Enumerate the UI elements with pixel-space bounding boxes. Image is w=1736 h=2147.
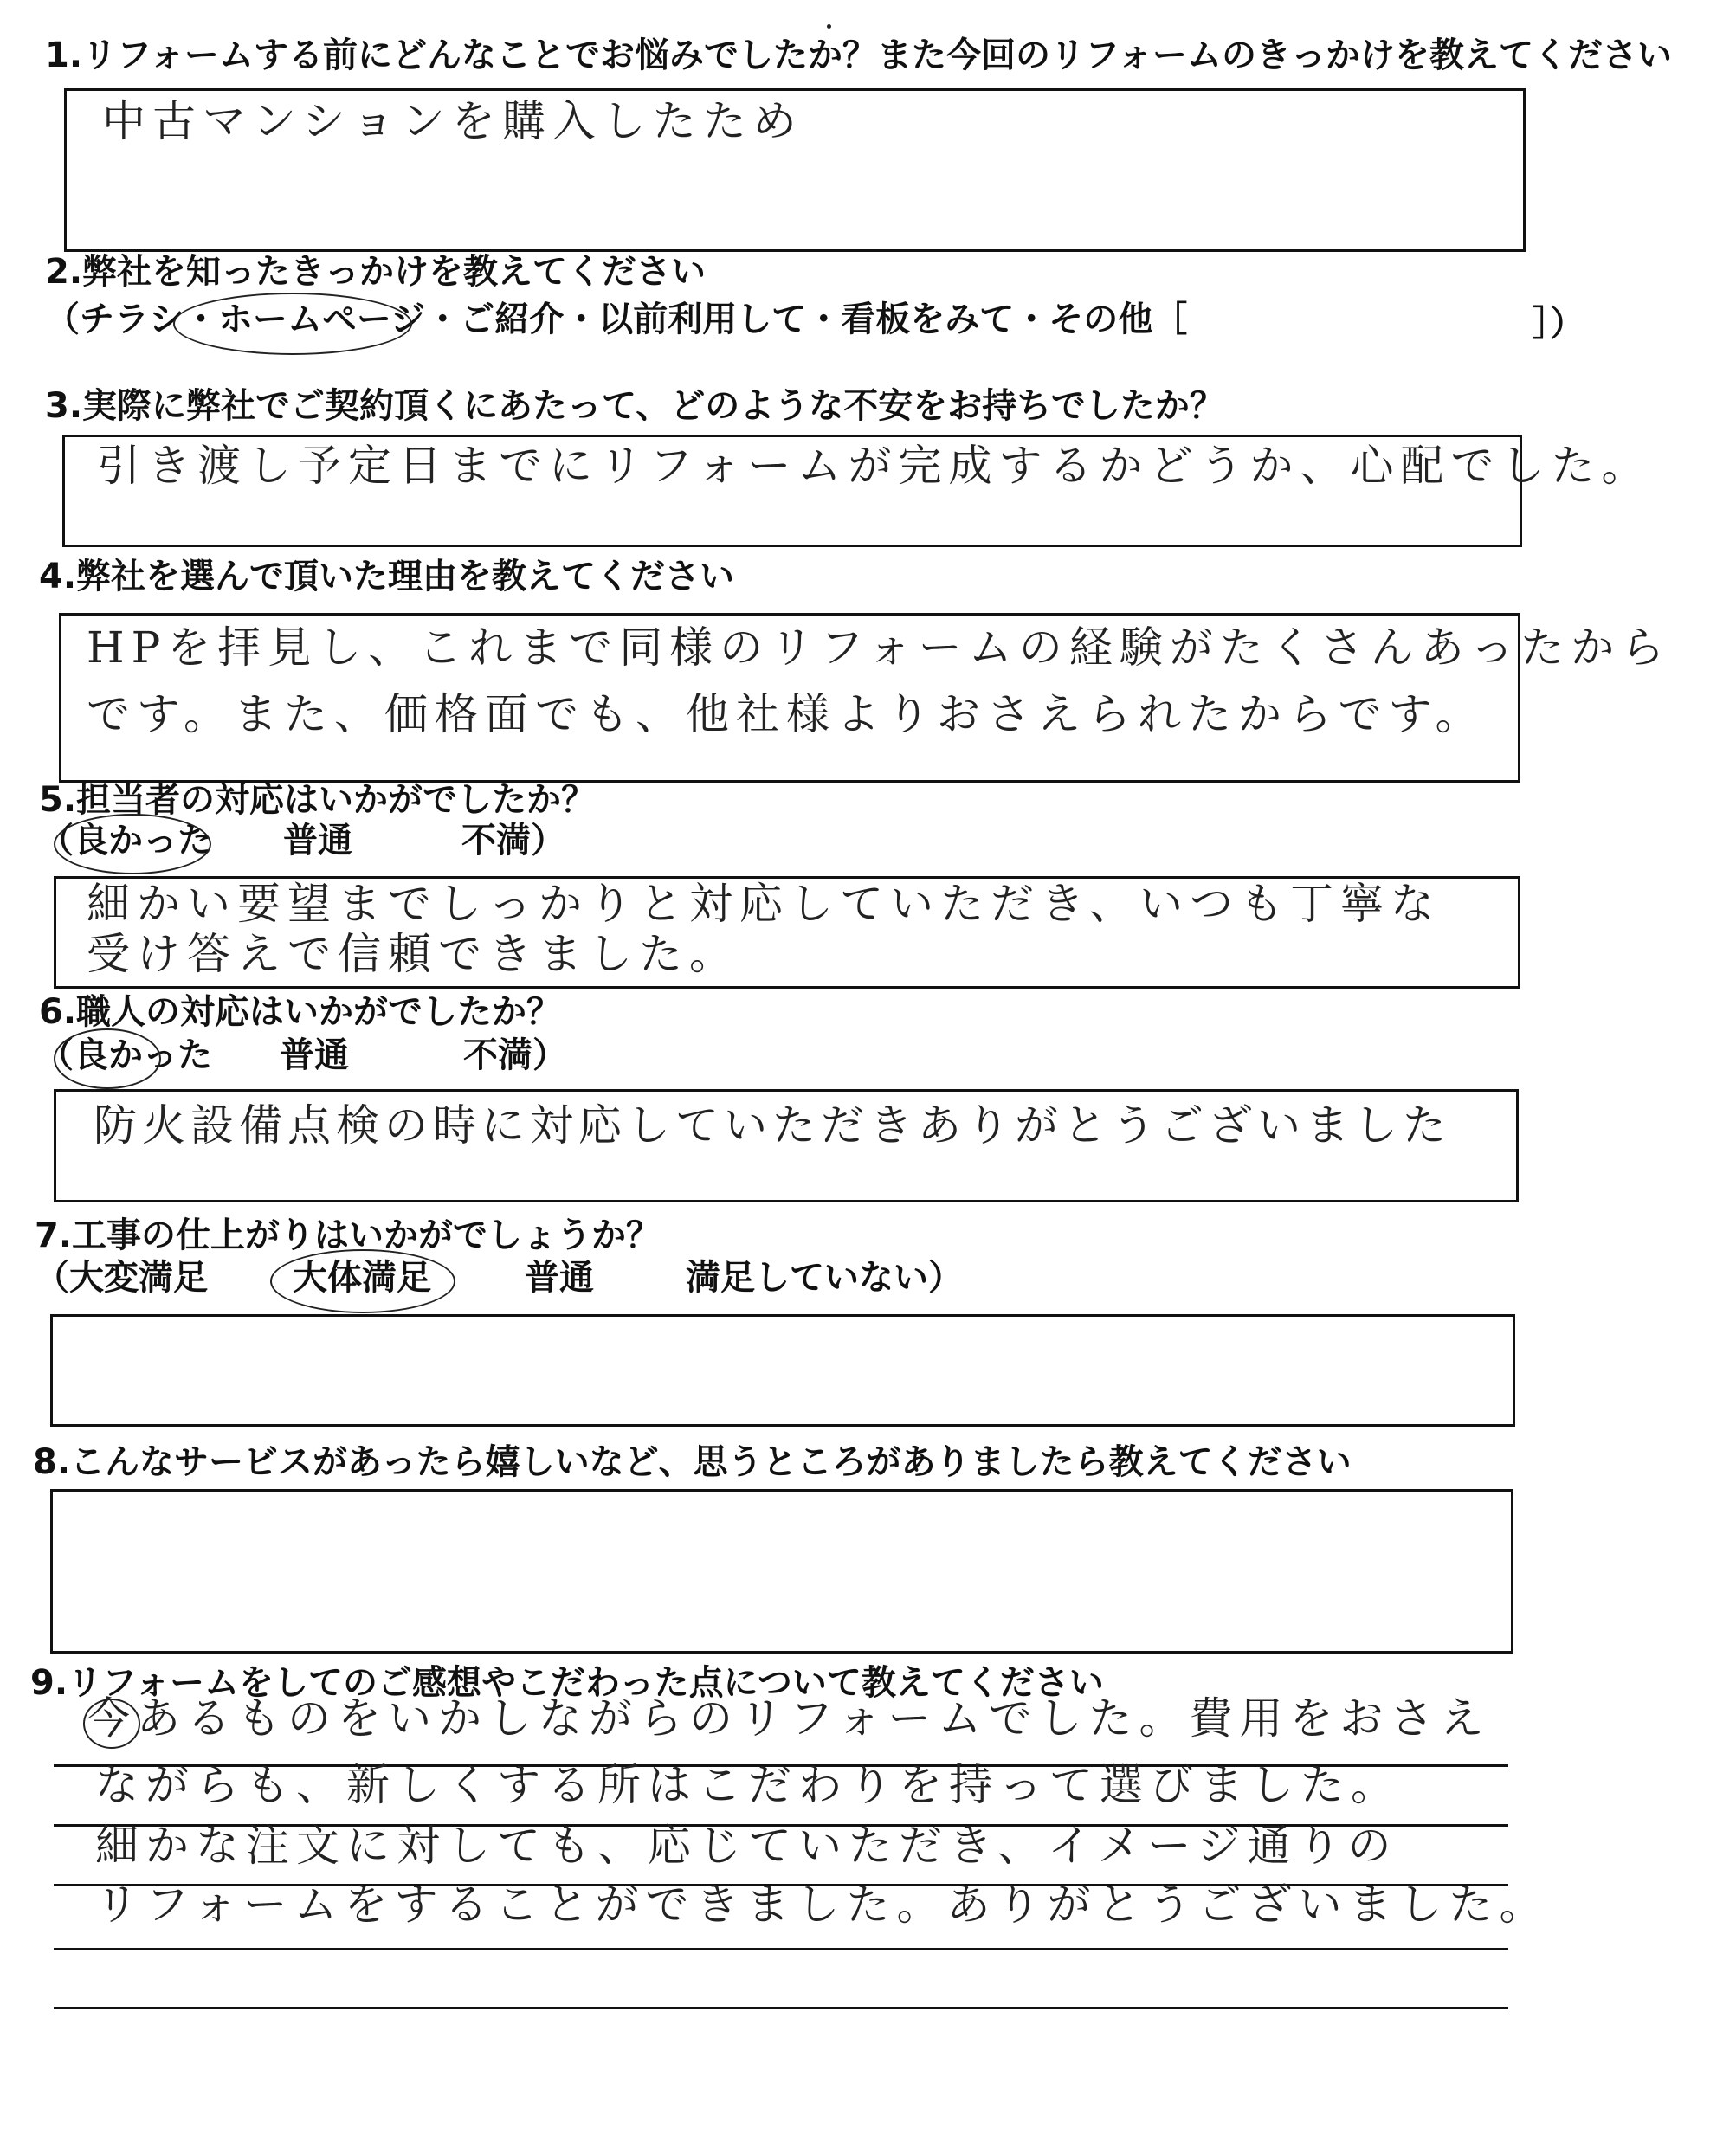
question-8-label: 8.こんなサービスがあったら嬉しいなど、思うところがありましたら教えてください xyxy=(33,1442,1352,1482)
question-6-label: 6.職人の対応はいかがでしたか？ xyxy=(39,992,562,1032)
q2-options-close: ］） xyxy=(1533,304,1584,344)
answer-1-text: 中古マンションを購入したため xyxy=(102,96,803,146)
selection-circle-q5 xyxy=(54,814,211,874)
answer-line-9-5 xyxy=(54,2007,1508,2009)
q2-options-open: （チラシ・ xyxy=(45,300,218,339)
q7-option-not-satisfied: 満足していない） xyxy=(686,1258,963,1298)
q5-option-average: 普通 xyxy=(283,821,352,861)
answer-5-line-1: 細かい要望までしっかりと対応していただき、いつも丁寧な xyxy=(87,879,1441,929)
question-2-label: 2.弊社を知ったきっかけを教えてください xyxy=(45,252,707,292)
answer-line-9-4 xyxy=(54,1948,1508,1950)
q6-option-dissatisfied: 不満） xyxy=(463,1035,567,1075)
selection-circle-q6 xyxy=(54,1028,161,1089)
answer-9-line-1: 今あるものをいかしながらのリフォームでした。費用をおさえ xyxy=(87,1693,1491,1744)
answer-3-text: 引き渡し予定日までにリフォームが完成するかどうか、心配でした。 xyxy=(97,441,1652,491)
q5-option-good: （良かった xyxy=(39,821,212,861)
answer-6-text: 防火設備点検の時に対応していただきありがとうございました xyxy=(94,1100,1451,1151)
question-7-options xyxy=(35,1257,987,1309)
answer-box-7 xyxy=(50,1314,1515,1427)
answer-9-line-2: ながらも、新しくする所はこだわりを持って選びました。 xyxy=(95,1760,1401,1810)
question-3-label: 3.実際に弊社でご契約頂くにあたって、どのような不安をお持ちでしたか？ xyxy=(45,386,1224,426)
question-4-label: 4.弊社を選んで頂いた理由を教えてください xyxy=(39,557,735,596)
q2-options-rest: ・ご紹介・以前利用して・看板をみて・その他［ xyxy=(425,300,1188,339)
q7-option-mostly-satisfied: 大体満足 xyxy=(293,1258,431,1298)
answer-box-8 xyxy=(50,1489,1513,1654)
q7-option-average: 普通 xyxy=(525,1258,594,1298)
answer-9-line-4: リフォームをすることができました。ありがとうございました。 xyxy=(95,1879,1550,1930)
answer-4-line-1: HPを拝見し、これまで同様のリフォームの経験がたくさんあったから xyxy=(87,622,1672,673)
answer-4-line-2: です。また、価格面でも、他社様よりおさえられたからです。 xyxy=(87,689,1486,739)
question-1-label: 1.リフォームする前にどんなことでお悩みでしたか？また今回のリフォームのきっかけを教えてください xyxy=(45,35,1673,75)
answer-5-line-2: 受け答えで信頼できました。 xyxy=(87,929,739,979)
q6-option-good: （良かった xyxy=(39,1035,212,1075)
q2-option-homepage: ホームページ xyxy=(218,300,426,339)
scan-speck xyxy=(827,24,831,29)
question-7-label: 7.工事の仕上がりはいかがでしょうか？ xyxy=(35,1215,661,1255)
q7-option-very-satisfied: （大変満足 xyxy=(35,1258,208,1298)
q6-option-average: 普通 xyxy=(280,1035,349,1075)
question-9-label: 9.リフォームをしてのご感想やこだわった点について教えてください xyxy=(30,1663,1104,1703)
selection-circle-q2 xyxy=(173,293,412,355)
answer-9-line-3: 細かな注文に対しても、応じていただき、イメージ通りの xyxy=(95,1821,1398,1871)
q5-option-dissatisfied: 不満） xyxy=(461,821,565,861)
selection-circle-q7 xyxy=(270,1249,455,1313)
question-5-label: 5.担当者の対応はいかがでしたか？ xyxy=(39,780,597,820)
selection-circle-q9 xyxy=(83,1699,140,1749)
